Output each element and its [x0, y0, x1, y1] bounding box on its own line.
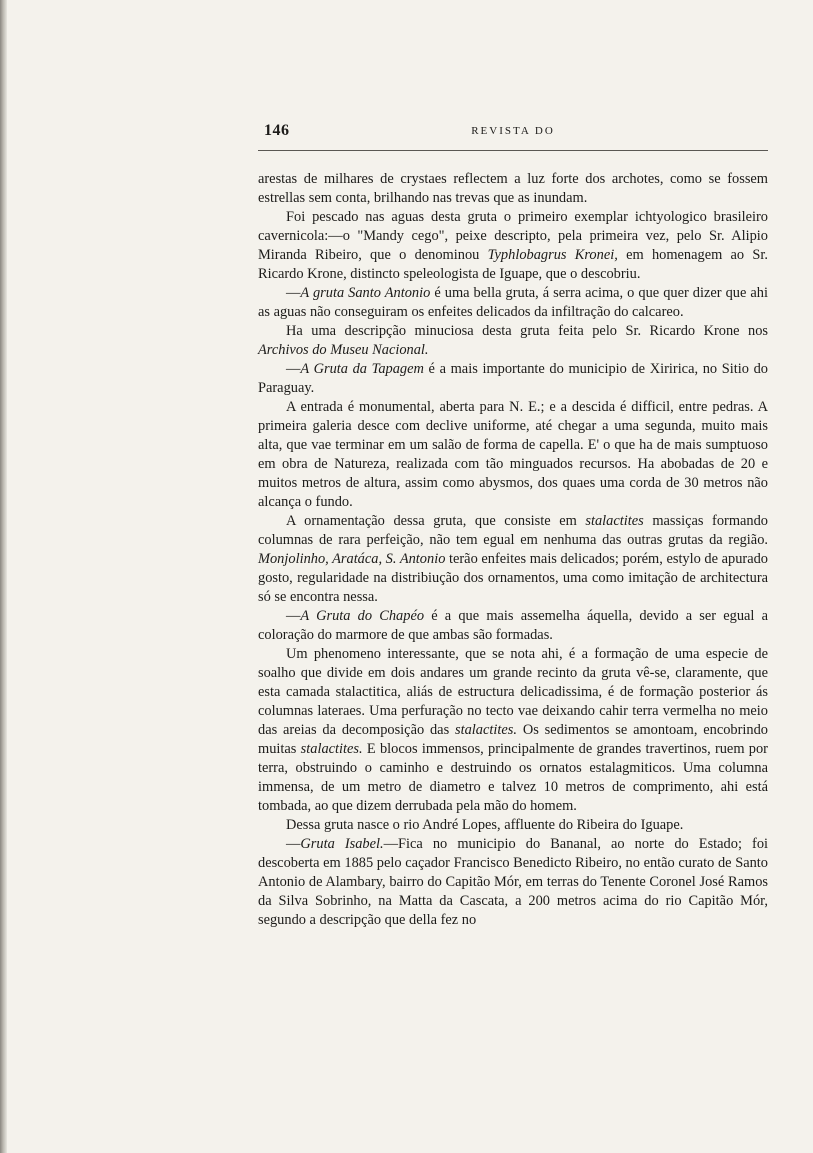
- paragraph: [258, 360, 768, 398]
- paragraph: [258, 816, 768, 835]
- text-run: —: [286, 608, 301, 624]
- paragraph: [258, 322, 768, 360]
- text-run: —: [286, 285, 301, 301]
- text-run: —: [286, 836, 301, 852]
- paragraph: [258, 607, 768, 645]
- page-header: [258, 121, 768, 145]
- paragraph: [258, 512, 768, 607]
- italic-text: Gruta Isabel.: [300, 836, 384, 852]
- paragraph: [258, 398, 768, 512]
- text-run: em homenagem ao Sr. Ricardo Krone, distincto speleologista de Iguape, que o descobriu.: [258, 247, 768, 282]
- text-run: terão enfeites mais delicados; porém, estylo de apurado gosto, regularidade na distribiução dos ornamentos, uma como imitação de architectura só se encontra nessa.: [258, 551, 768, 605]
- text-run: —: [286, 361, 301, 377]
- page-edge: [0, 0, 7, 1153]
- italic-text: stalactites: [585, 513, 644, 529]
- bottom-margin: [0, 1080, 813, 1153]
- body-text: [258, 170, 768, 930]
- paragraph: [258, 170, 768, 208]
- italic-text: Monjolinho, Aratáca, S. Antonio: [258, 551, 446, 567]
- text-run: massiças formando columnas de rara perfeição, não tem egual em nenhuma das outras grutas da região.: [258, 513, 769, 548]
- italic-text: A Gruta do Chapéo: [300, 608, 425, 624]
- text-run: é a que mais assemelha áquella, devido a ser egual a coloração do marmore de que ambas são formadas.: [258, 608, 768, 643]
- text-run: Foi pescado nas aguas desta gruta o primeiro exemplar ichtyologico brasileiro cavernicola:—o "Mandy cego", peixe descripto, pela primeira vez, pelo Sr. Alipio Miranda Ribeiro, que o denominou: [258, 209, 768, 263]
- text-run: Um phenomeno interessante, que se nota ahi, é a formação de uma especie de soalho que divide em dois andares um grande recinto da gruta vê-se, claramente, que esta camada stalactitica, aliás de estructura delicadissima, é de formação posterior ás columnas lateraes. Uma perfuração no tecto vae deixando cahir terra vermelha no meio das areias da decomposição das: [258, 646, 768, 738]
- text-run: Os sedimentos se amontoam, encobrindo muitas: [258, 722, 768, 757]
- text-run: é uma bella gruta, á serra acima, o que quer dizer que ahi as aguas não conseguiram os enfeites delicados da infiltração do calcareo.: [258, 285, 768, 320]
- running-head: REVISTA DO: [471, 125, 555, 137]
- paragraph: [258, 284, 768, 322]
- italic-text: Typhlobagrus Kronei,: [487, 247, 618, 263]
- text-run: A entrada é monumental, aberta para N. E.; e a descida é difficil, entre pedras. A primeira galeria desce com declive uniforme, até chegar a uma segunda, muito mais alta, que vae terminar em um salão de forma de capella. E' o que ha de mais sumptuoso em obra de Natureza, realizada com tão minguados recursos. Ha abobadas de 20 e muitos metros de altura, assim como abysmos, dos quaes uma corda de 30 metros não alcança o fundo.: [258, 399, 768, 510]
- text-run: arestas de milhares de crystaes reflectem a luz forte dos archotes, como se fossem estrellas sem conta, brilhando nas trevas que as inundam.: [258, 171, 768, 206]
- italic-text: A Gruta da Tapagem: [300, 361, 424, 377]
- header-rule: [258, 150, 768, 151]
- italic-text: Archivos do Museu Nacional.: [258, 342, 429, 358]
- italic-text: stalactites.: [455, 722, 517, 738]
- page-number: 146: [264, 122, 290, 139]
- italic-text: stalactites.: [300, 741, 363, 757]
- text-run: Dessa gruta nasce o rio André Lopes, affluente do Ribeira do Iguape.: [286, 817, 684, 833]
- text-run: —Fica no municipio do Bananal, ao norte do Estado; foi descoberta em 1885 pelo caçador Francisco Benedicto Ribeiro, no então curato de Santo Antonio de Alambary, bairro do Capitão Mór, em terras do Tenente Coronel José Ramos da Silva Sobrinho, na Matta da Cascata, a 200 metros acima do rio Capitão Mór, segundo a descripção que della fez no: [258, 836, 769, 928]
- text-run: Ha uma descripção minuciosa desta gruta feita pelo Sr. Ricardo Krone nos: [286, 323, 768, 339]
- text-run: é a mais importante do municipio de Xiririca, no Sitio do Paraguay.: [258, 361, 768, 396]
- text-run: E blocos immensos, principalmente de grandes travertinos, ruem por terra, obstruindo o caminho e destruindo os ornatos estalagmiticos. Uma columna immensa, de um metro de diametro e talvez 10 metros de comprimento, ahi está tombada, ao que dizem derrubada pela mão do homem.: [258, 741, 768, 814]
- paragraph: [258, 835, 768, 930]
- text-run: A ornamentação dessa gruta, que consiste em: [286, 513, 586, 529]
- paragraph: [258, 645, 768, 816]
- italic-text: A gruta Santo Antonio: [300, 285, 431, 301]
- paragraph: [258, 208, 768, 284]
